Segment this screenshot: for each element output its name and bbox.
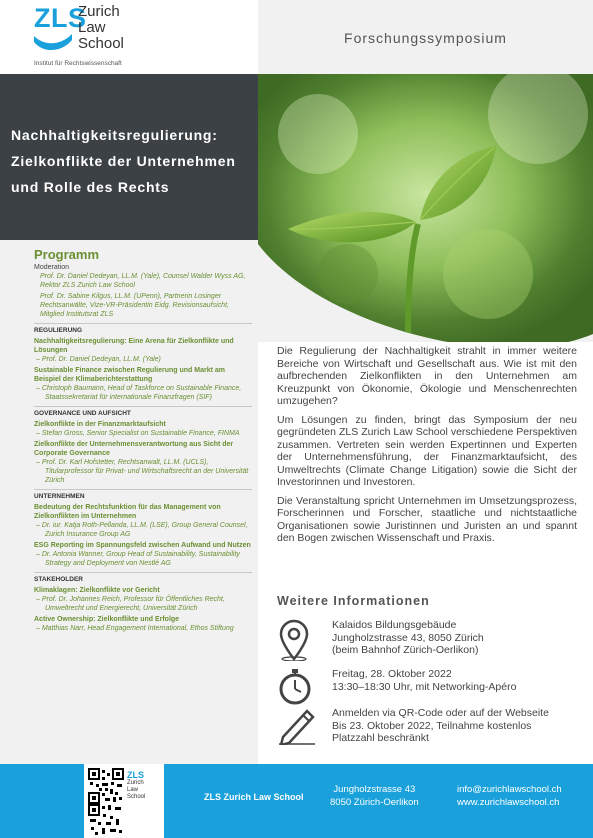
qr-caption-mark: ZLS [127,770,144,780]
talk-title: ESG Reporting im Spannungsfeld zwischen Aufwand und Nutzen [34,542,251,549]
program-section-heading: GOVERNANCE UND AUFSICHT [34,406,252,418]
talk-speaker: – Stefan Gross, Senior Specialist on Sustainable Finance, FINMA [36,430,240,437]
info-registration [277,707,587,751]
program-section-heading: REGULIERUNG [34,323,252,335]
logo-wave-icon [32,32,74,54]
intro-text [277,345,577,551]
talk-speaker: – Christoph Baumann, Head of Taskforce on Sustainable Finance, Staatssekretariat für internationale Finanzfragen (SIF) [36,385,242,401]
footer-email-link[interactable]: info@zurichlawschool.ch [457,784,562,795]
program-panel [0,240,258,764]
info-location [277,619,587,663]
location-line: Jungholzstrasse 43, 8050 Zürich [332,631,484,644]
pen-icon [277,707,317,745]
logo-name-line: School [78,35,124,52]
logo-area [0,0,258,74]
qr-code-icon-2 [88,804,124,836]
qr-caption-line: Law [127,787,139,793]
hero-image-panel [258,74,593,342]
logo-subtitle: Institut für Rechtswissenschaft [34,60,122,67]
header-panel [258,0,593,74]
logo-mark: ZLS [34,3,87,33]
info-heading: Weitere Informationen [277,594,430,608]
footer-address-line: 8050 Zürich-Oerlikon [330,797,419,808]
intro-paragraph: Die Veranstaltung spricht Unternehmen im Umsetzungsprozess, Forscherinnen und Forscher, staatliche und nichtstaatliche Organisationen sowie Juristinnen und Juristen an und spannt den Bogen zwischen Wissenschaft und Praxis. [277,494,577,544]
qr-code-icon [88,768,124,804]
footer-contact [457,783,562,809]
time-line: Freitag, 28. Oktober 2022 [332,668,452,680]
header-title: Forschungssymposium [344,30,507,46]
talk-speaker: – Prof. Dr. Daniel Dedeyan, LL.M. (Yale) [36,356,161,363]
footer-school-name: ZLS Zurich Law School [204,792,304,802]
location-line: Kalaidos Bildungsgebäude [332,619,457,631]
registration-line: Anmelden via QR-Code oder auf der Webseite [332,707,549,719]
moderation-label: Moderation [34,264,70,271]
talk-title: Nachhaltigkeitsregulierung: Eine Arena für Zielkonflikte und Lösungen [34,338,234,354]
talk-speaker: – Prof. Dr. Karl Hofstetter, Rechtsanwalt, LL.M. (UCLS), Titularprofessor für Privat- und Wirtschaftsrecht an der Universität Zürich [36,459,249,484]
program-heading: Programm [34,247,100,262]
footer-website-link[interactable]: www.zurichlawschool.ch [457,797,560,808]
location-line: (beim Bahnhof Zürich-Oerlikon) [332,644,479,656]
talk-title: Sustainable Finance zwischen Regulierung und Markt am Beispiel der Klimaberichterstattung [34,367,225,383]
talk-speaker: – Matthias Narr, Head Engagement International, Ethos Stiftung [36,625,234,632]
intro-paragraph: Um Lösungen zu finden, bringt das Symposium der neu gegründeten ZLS Zurich Law School verschiedene Perspektiven zusammen. Vertreten sein werden Expertinnen und Experten der Unternehmensführung, der Finanzmarktaufsicht, des Umweltrechts (Climate Change Litigation) sowie die Sicht der Investorinnen und Investoren. [277,413,577,488]
registration-text [332,707,592,745]
event-title-line: Zielkonflikte der Unternehmen [11,153,236,169]
time-text [332,668,592,693]
event-title-line: Nachhaltigkeitsregulierung: [11,127,218,143]
program-section-heading: UNTERNEHMEN [34,489,252,501]
event-title-line: und Rolle des Rechts [11,179,170,195]
event-title-block [0,74,258,240]
footer-address [330,783,419,809]
moderator: Prof. Dr. Daniel Dedeyan, LL.M. (Yale), Counsel Walder Wyss AG, Rektor ZLS Zurich Law School [40,273,246,289]
logo-name-line: Zurich [78,3,120,20]
qr-caption-line: School [127,794,146,800]
moderator: Prof. Dr. Sabine Kilgus, LL.M. (UPenn), Partnerin Losinger Rechtsanwälte, Vize-VR-Präsidentin Eidg. Revisionsaufsicht, Mitglied Institutsrat ZLS [40,293,229,318]
event-title [11,122,257,200]
footer [0,764,593,838]
talk-title: Zielkonflikte in der Finanzmarktaufsicht [34,421,166,428]
sprout-image [258,74,593,342]
logo-name [78,4,124,52]
program-section-heading: STAKEHOLDER [34,572,252,584]
location-pin-icon [277,619,311,661]
footer-address-line: Jungholzstrasse 43 [333,784,416,795]
talk-title: Active Ownership: Zielkonflikte und Erfolge [34,616,180,623]
qr-caption-line: Zurich [127,780,144,786]
info-time [277,668,587,706]
talk-title: Bedeutung der Rechtsfunktion für das Management von Zielkonflikten im Unternehmen [34,504,221,520]
registration-line: Platzzahl beschränkt [332,732,429,744]
qr-code-box[interactable] [84,764,164,838]
stopwatch-icon [277,668,313,706]
qr-caption [127,770,163,801]
registration-line: Bis 23. Oktober 2022, Teilnahme kostenlos [332,719,532,732]
talk-speaker: – Dr. iur. Katja Roth-Pellanda, LL.M. (LSE), Group General Counsel, Zurich Insurance Group AG [36,522,248,538]
talk-speaker: – Prof. Dr. Johannes Reich, Professor für Öffentliches Recht, Umweltrecht und Energierecht, Universität Zürich [36,596,225,612]
talk-title: Zielkonflikte der Unternehmensverantwortung aus Sicht der Corporate Governance [34,441,234,457]
talk-title: Klimaklagen: Zielkonflikte vor Gericht [34,587,160,594]
location-text [332,619,592,657]
time-line: 13:30–18:30 Uhr, mit Networking-Apéro [332,680,517,693]
talk-speaker: – Dr. Antonia Wanner, Group Head of Sustainability, Sustainability Strategy and Deployment von Nestlé AG [36,551,240,567]
logo-name-line: Law [78,19,106,36]
intro-paragraph: Die Regulierung der Nachhaltigkeit strahlt in immer weitere Bereiche von Wirtschaft und Gesellschaft aus. Wie ist mit den aufbrechenden Zielkonflikten in den Unternehmen am Kreuzpunkt von Ökonomie, Ökologie und Menschenrechten umzugehen? [277,345,577,407]
